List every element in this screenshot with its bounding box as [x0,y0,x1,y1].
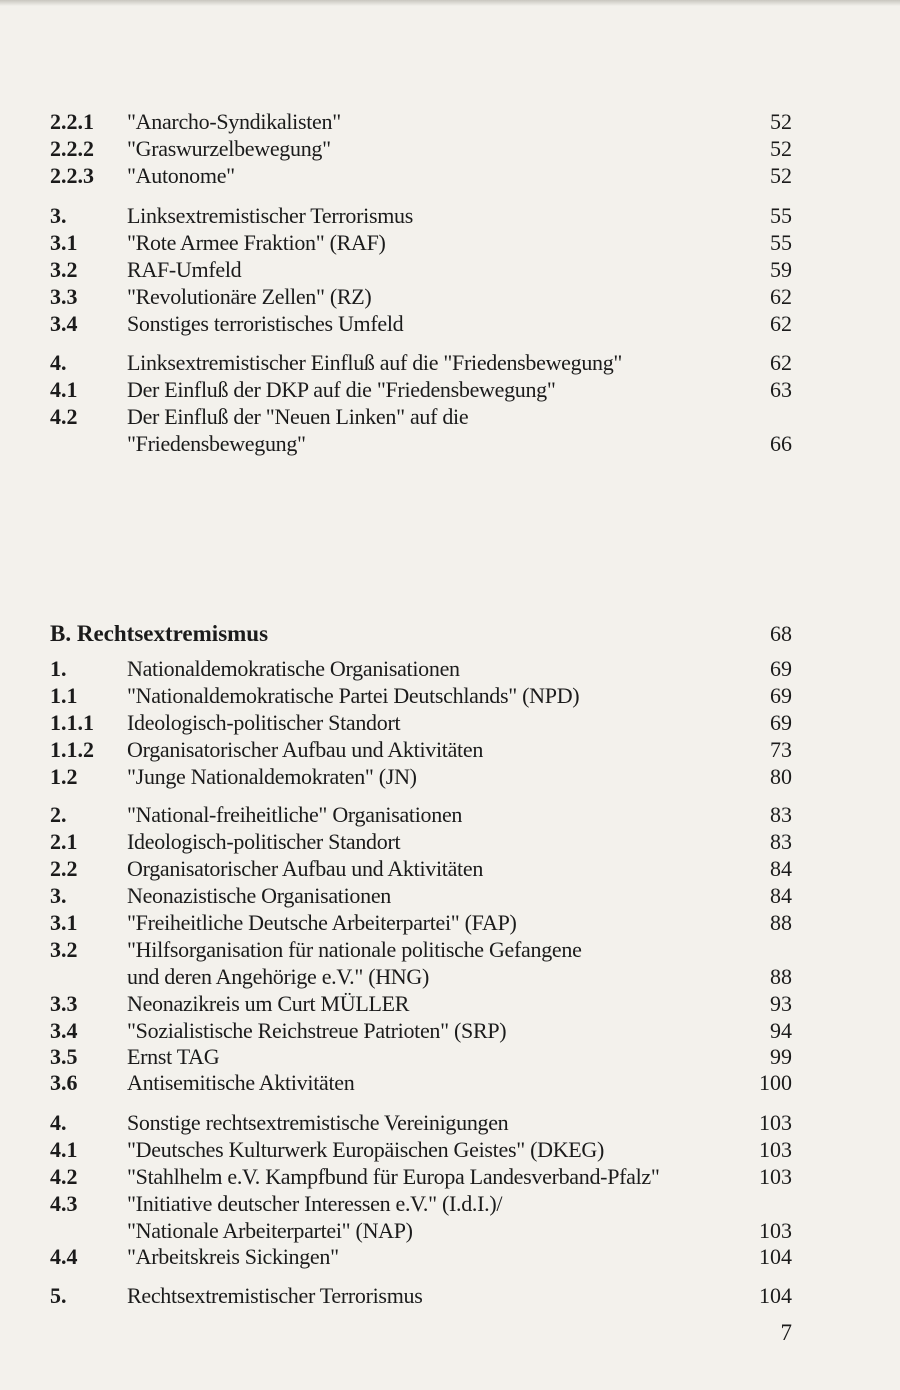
entry-title: RAF-Umfeld [127,257,242,282]
entry-title: "Revolutionäre Zellen" (RZ) [127,284,372,309]
toc-entry [50,1163,792,1190]
entry-title: Neonazikreis um Curt MÜLLER [127,991,410,1016]
page-number: 7 [780,1320,792,1345]
entry-page: 104 [759,1283,792,1308]
toc-entry [50,1190,792,1244]
toc-entry [50,1109,792,1136]
toc-entry [50,229,792,256]
toc-entry [50,736,792,763]
toc-entry [50,283,792,310]
toc-entry [50,936,792,990]
toc-entry [50,310,792,337]
entry-title: "Deutsches Kulturwerk Europäischen Geistes" (DKEG) [127,1137,605,1162]
entry-number: 1.1 [50,683,78,708]
toc-entry [50,1243,792,1270]
entry-title: Der Einfluß der DKP auf die "Friedensbewegung" [127,377,556,402]
toc-entry [50,1282,792,1309]
entry-title: Ideologisch-politischer Standort [127,829,401,854]
entry-title: Linksextremistischer Einfluß auf die "Friedensbewegung" [127,350,623,375]
entry-number: 2.2.2 [50,136,94,161]
entry-title: Ernst TAG [127,1044,220,1069]
entry-number: 1.2 [50,764,78,789]
toc-entry [50,828,792,855]
entry-number: 4. [50,350,67,375]
toc-entry [50,990,792,1017]
entry-number: 3.3 [50,991,78,1016]
entry-number: 3.5 [50,1044,78,1069]
entry-title: "Autonome" [127,163,235,188]
entry-page: 103 [759,1110,792,1135]
entry-page: 62 [770,284,792,309]
entry-title: Rechtsextremistischer Terrorismus [127,1283,423,1308]
entry-page: 104 [759,1244,792,1269]
entry-page: 63 [770,377,792,402]
entry-title: Organisatorischer Aufbau und Aktivitäten [127,856,484,881]
entry-page: 88 [770,910,792,935]
toc-entry [50,655,792,682]
entry-page: 66 [770,431,792,456]
entry-number: 2.2.1 [50,109,94,134]
toc-entry [50,403,792,457]
toc-entry [50,682,792,709]
toc-entry [50,162,792,189]
entry-page: 73 [770,737,792,762]
entry-number: 3.4 [50,1018,78,1043]
toc-entry [50,882,792,909]
entry-page: 88 [770,964,792,989]
toc-entry [50,135,792,162]
section-title: B. Rechtsextremismus [50,621,269,646]
toc-entry [50,763,792,790]
entry-title: "Initiative deutscher Interessen e.V." (I.d.I.)/ "Nationale Arbeiterpartei" (NAP) [127,1191,503,1243]
entry-number: 2. [50,802,67,827]
toc-entry [50,202,792,229]
toc-entry [50,1043,792,1070]
entry-title: "Freiheitliche Deutsche Arbeiterpartei" (FAP) [127,910,517,935]
entry-page: 103 [759,1218,792,1243]
entry-title: "Hilfsorganisation für nationale politische Gefangene und deren Angehörige e.V." (HNG) [127,937,582,989]
entry-title: Ideologisch-politischer Standort [127,710,401,735]
entry-page: 99 [770,1044,792,1069]
entry-number: 3.6 [50,1070,78,1095]
entry-title: Der Einfluß der "Neuen Linken" auf die "Friedensbewegung" [127,404,469,456]
entry-number: 2.2 [50,856,78,881]
entry-number: 4.1 [50,1137,78,1162]
entry-number: 4.1 [50,377,78,402]
entry-title: Linksextremistischer Terrorismus [127,203,414,228]
entry-number: 2.1 [50,829,78,854]
entry-page: 55 [770,230,792,255]
section-heading [50,619,792,649]
entry-number: 4.2 [50,404,78,429]
entry-number: 5. [50,1283,67,1308]
toc-entry [50,349,792,376]
entry-page: 83 [770,829,792,854]
entry-page: 62 [770,311,792,336]
entry-number: 3.1 [50,910,78,935]
entry-page: 52 [770,109,792,134]
entry-page: 84 [770,883,792,908]
entry-title: Sonstige rechtsextremistische Vereinigungen [127,1110,509,1135]
section-page: 68 [770,621,792,646]
entry-number: 4.2 [50,1164,78,1189]
toc-entry [50,1136,792,1163]
entry-page: 103 [759,1137,792,1162]
entry-page: 52 [770,163,792,188]
entry-page: 100 [759,1070,792,1095]
entry-number: 3.4 [50,311,78,336]
entry-title: "Stahlhelm e.V. Kampfbund für Europa Landesverband-Pfalz" [127,1164,660,1189]
entry-page: 62 [770,350,792,375]
entry-title: "Junge Nationaldemokraten" (JN) [127,764,417,789]
entry-number: 4. [50,1110,67,1135]
entry-title: "Rote Armee Fraktion" (RAF) [127,230,386,255]
entry-page: 93 [770,991,792,1016]
entry-number: 2.2.3 [50,163,94,188]
entry-number: 3.3 [50,284,78,309]
entry-number: 1. [50,656,67,681]
entry-page: 52 [770,136,792,161]
entry-page: 80 [770,764,792,789]
entry-number: 1.1.2 [50,737,94,762]
toc-entry [50,801,792,828]
toc-entry [50,256,792,283]
entry-number: 3.2 [50,257,78,282]
entry-number: 4.3 [50,1191,78,1216]
entry-page: 59 [770,257,792,282]
entry-title: Antisemitische Aktivitäten [127,1070,355,1095]
entry-number: 4.4 [50,1244,78,1269]
entry-number: 3.2 [50,937,78,962]
entry-page: 84 [770,856,792,881]
toc-entry [50,1017,792,1044]
toc-entry [50,909,792,936]
entry-title: Sonstiges terroristisches Umfeld [127,311,404,336]
entry-page: 94 [770,1018,792,1043]
entry-page: 69 [770,683,792,708]
entry-title: "Graswurzelbewegung" [127,136,331,161]
entry-title: "Nationaldemokratische Partei Deutschlands" (NPD) [127,683,580,708]
entry-number: 3. [50,203,67,228]
entry-page: 69 [770,656,792,681]
entry-title: "Arbeitskreis Sickingen" [127,1244,339,1269]
entry-title: "Sozialistische Reichstreue Patrioten" (SRP) [127,1018,507,1043]
page-top-edge [0,0,900,6]
entry-page: 55 [770,203,792,228]
entry-number: 1.1.1 [50,710,94,735]
entry-title: Organisatorischer Aufbau und Aktivitäten [127,737,484,762]
entry-page: 69 [770,710,792,735]
entry-page: 103 [759,1164,792,1189]
entry-number: 3.1 [50,230,78,255]
entry-page: 83 [770,802,792,827]
entry-title: Neonazistische Organisationen [127,883,391,908]
toc-entry [50,108,792,135]
toc-entry [50,709,792,736]
entry-title: Nationaldemokratische Organisationen [127,656,460,681]
entry-title: "Anarcho-Syndikalisten" [127,109,341,134]
toc-entry [50,1069,792,1096]
toc-entry [50,855,792,882]
entry-number: 3. [50,883,67,908]
entry-title: "National-freiheitliche" Organisationen [127,802,463,827]
toc-entry [50,376,792,403]
